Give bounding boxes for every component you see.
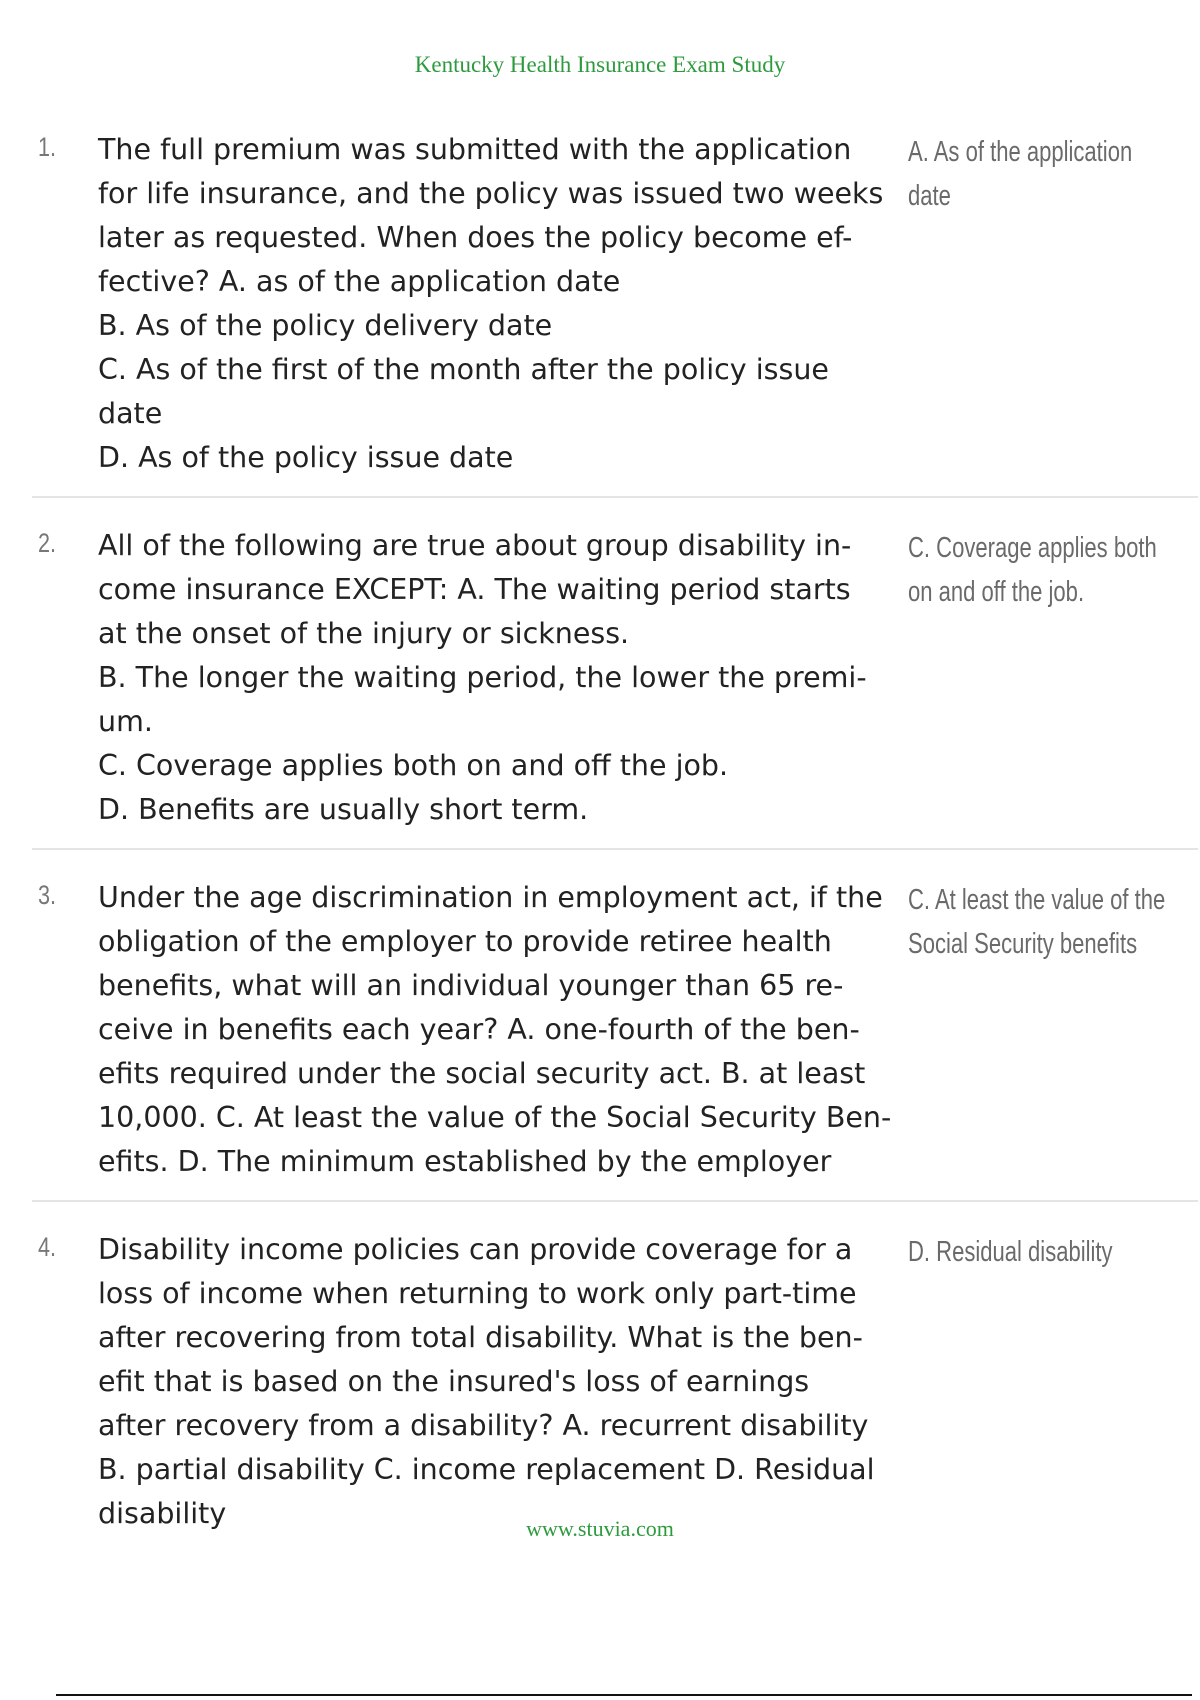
question-line: disability <box>98 1497 227 1530</box>
question-line: All of the following are true about group disability in- <box>98 529 852 562</box>
question-line: efits. D. The minimum established by the employer <box>98 1145 832 1178</box>
question-line: for life insurance, and the policy was issued two weeks <box>98 177 884 210</box>
question-line: date <box>98 397 163 430</box>
document-header-title: Kentucky Health Insurance Exam Study <box>414 52 786 77</box>
question-line: Disability income policies can provide coverage for a <box>98 1233 853 1266</box>
question-line: efits required under the social security act. B. at least <box>98 1057 866 1090</box>
question-line: fective? A. as of the application date <box>98 265 621 298</box>
question-line: at the onset of the injury or sickness. <box>98 617 630 650</box>
answer-line: C. At least the value of the <box>908 884 1166 916</box>
question-line: D. Benefits are usually short term. <box>98 793 589 826</box>
answer-text <box>908 1230 1136 1274</box>
question-line: um. <box>98 705 153 738</box>
answer-text <box>908 878 1166 966</box>
question-line: come insurance EXCEPT: A. The waiting period starts <box>98 573 851 606</box>
question-line: The full premium was submitted with the application <box>98 133 852 166</box>
question-line: C. As of the first of the month after the policy issue <box>98 353 829 386</box>
answer-line: D. Residual disability <box>908 1236 1113 1268</box>
question-line: 10,000. C. At least the value of the Social Security Ben- <box>98 1101 892 1134</box>
question-line: loss of income when returning to work only part-time <box>98 1277 857 1310</box>
question-item-3 <box>32 876 1198 1202</box>
question-line: obligation of the employer to provide retiree health <box>98 925 832 958</box>
footer-url-link[interactable]: www.stuvia.com <box>526 1516 674 1541</box>
question-item-4 <box>32 1228 1198 1552</box>
answer-line: C. Coverage applies both <box>908 532 1157 564</box>
question-line: after recovery from a disability? A. recurrent disability <box>98 1409 869 1442</box>
question-line: B. As of the policy delivery date <box>98 309 553 342</box>
question-line: efit that is based on the insured's loss of earnings <box>98 1365 810 1398</box>
answer-line: on and off the job. <box>908 576 1085 608</box>
question-number: 3. <box>38 880 57 910</box>
question-text <box>98 128 918 480</box>
answer-text <box>908 130 1136 218</box>
answer-line: A. As of the application <box>908 136 1133 168</box>
question-number: 4. <box>38 1232 57 1262</box>
question-item-2 <box>32 524 1198 850</box>
question-line: benefits, what will an individual younger than 65 re- <box>98 969 844 1002</box>
question-list <box>0 128 1200 1578</box>
answer-text <box>908 526 1157 614</box>
question-line: later as requested. When does the policy become ef- <box>98 221 853 254</box>
question-number: 2. <box>38 528 57 558</box>
question-line: Under the age discrimination in employment act, if the <box>98 881 883 914</box>
answer-line: date <box>908 180 951 212</box>
question-line: after recovering from total disability. What is the ben- <box>98 1321 863 1354</box>
question-text <box>98 524 918 832</box>
bottom-divider <box>56 1694 1192 1696</box>
question-item-1 <box>32 128 1198 498</box>
question-line: B. partial disability C. income replacement D. Residual <box>98 1453 875 1486</box>
question-line: C. Coverage applies both on and off the job. <box>98 749 729 782</box>
question-text <box>98 876 918 1184</box>
answer-line: Social Security benefits <box>908 928 1138 960</box>
question-line: D. As of the policy issue date <box>98 441 514 474</box>
question-line: B. The longer the waiting period, the lower the premi- <box>98 661 867 694</box>
question-line: ceive in benefits each year? A. one-fourth of the ben- <box>98 1013 860 1046</box>
question-text <box>98 1228 918 1536</box>
question-number: 1. <box>38 132 57 162</box>
